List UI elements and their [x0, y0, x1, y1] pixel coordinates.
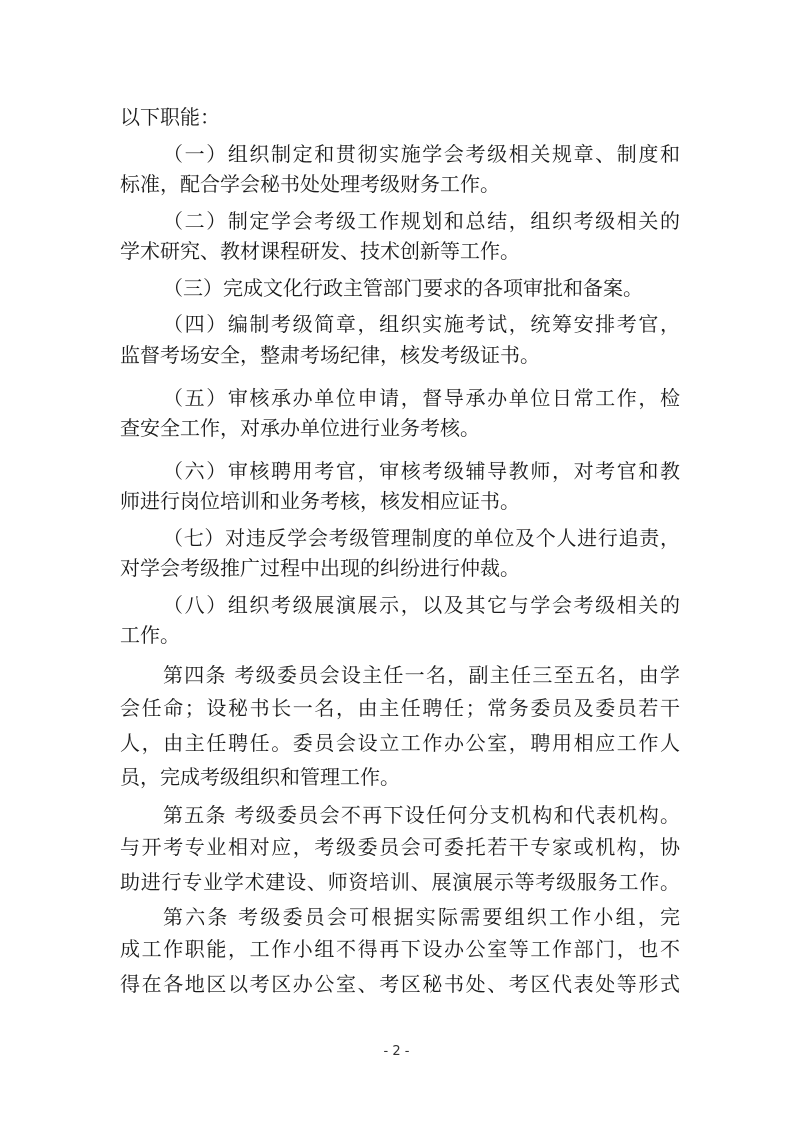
text-line: 成工作职能，工作小组不得再下设办公室等工作部门，也不: [120, 937, 680, 961]
text-line: （三）完成文化行政主管部门要求的各项审批和备案。: [163, 276, 643, 300]
text-line: 师进行岗位培训和业务考核，核发相应证书。: [120, 489, 520, 513]
text-line: 得在各地区以考区办公室、考区秘书处、考区代表处等形式: [120, 972, 680, 996]
text-line: 第六条 考级委员会可根据实际需要组织工作小组，完: [163, 905, 680, 929]
text-line: 监督考场安全，整肃考场纪律，核发考级证书。: [120, 343, 540, 367]
text-line: 查安全工作，对承办单位进行业务考核。: [120, 416, 480, 440]
text-line: 与开考专业相对应，考级委员会可委托若干专家或机构，协: [120, 835, 680, 859]
text-line: 第五条 考级委员会不再下设任何分支机构和代表机构。: [163, 803, 680, 827]
text-line: （五）审核承办单位申请，督导承办单位日常工作，检: [163, 386, 680, 410]
text-line: 标准，配合学会秘书处处理考级财务工作。: [120, 172, 500, 196]
text-line: （八）组织考级展演展示，以及其它与学会考级相关的: [163, 593, 680, 617]
text-line: （四）编制考级简章，组织实施考试，统筹安排考官，: [163, 312, 680, 336]
text-line: 人，由主任聘任。委员会设立工作办公室，聘用相应工作人: [120, 731, 680, 755]
text-line: （六）审核聘用考官，审核考级辅导教师，对考官和教: [163, 459, 680, 483]
text-line: 以下职能：: [120, 105, 220, 129]
text-line: 第四条 考级委员会设主任一名，副主任三至五名，由学: [163, 663, 680, 687]
text-line: 员，完成考级组织和管理工作。: [120, 765, 400, 789]
text-line: 会任命；设秘书长一名，由主任聘任；常务委员及委员若干: [120, 696, 680, 720]
text-line: 工作。: [120, 623, 180, 647]
text-line: （二）制定学会考级工作规划和总结，组织考级相关的: [163, 209, 680, 233]
text-line: （七）对违反学会考级管理制度的单位及个人进行追责，: [163, 526, 680, 550]
page-number: - 2 -: [383, 1044, 410, 1059]
text-line: 助进行专业学术建设、师资培训、展演展示等考级服务工作。: [120, 870, 680, 894]
text-line: 对学会考级推广过程中出现的纠纷进行仲裁。: [120, 556, 520, 580]
text-line: 学术研究、教材课程研发、技术创新等工作。: [120, 239, 520, 263]
text-line: （一）组织制定和贯彻实施学会考级相关规章、制度和: [163, 142, 680, 166]
